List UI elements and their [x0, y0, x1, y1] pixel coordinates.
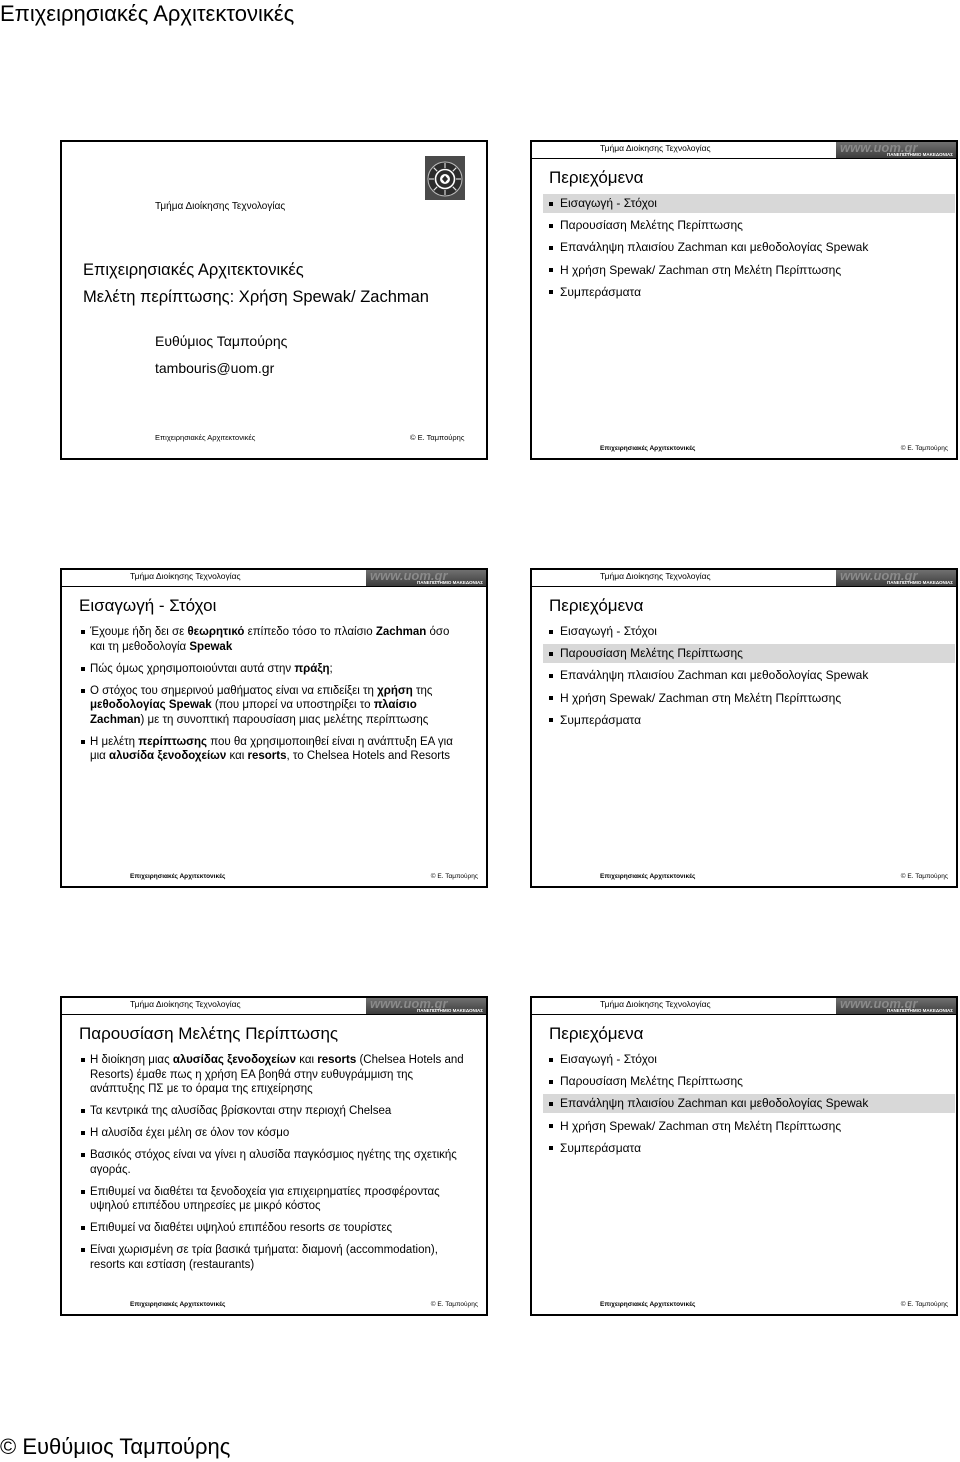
toc-item	[543, 1117, 955, 1136]
toc-item-label: Παρουσίαση Μελέτης Περίπτωσης	[560, 1074, 743, 1089]
toc-item	[543, 238, 955, 257]
toc-item-label: Εισαγωγή - Στόχοι	[560, 624, 657, 638]
slide-contents-2	[530, 568, 958, 888]
bullet-square-icon	[549, 224, 553, 228]
bullet-square-icon	[549, 696, 553, 700]
banner-name-text: ΠΑΝΕΠΙΣΤΗΜΙΟ ΜΑΚΕΔΟΝΙΑΣ	[416, 580, 483, 585]
university-banner-logo	[836, 570, 956, 586]
bullet-square-icon	[549, 674, 553, 678]
banner-name-text: ΠΑΝΕΠΙΣΤΗΜΙΟ ΜΑΚΕΔΟΝΙΑΣ	[886, 1008, 953, 1013]
toc-item-label: Η χρήση Spewak/ Zachman στη Μελέτη Περίπτωσης	[560, 262, 842, 277]
toc-item	[543, 261, 955, 280]
toc-item	[543, 216, 955, 235]
banner-name-text: ΠΑΝΕΠΙΣΤΗΜΙΟ ΜΑΚΕΔΟΝΙΑΣ	[886, 580, 953, 585]
slide-footer-copyright: © Ε. Ταμπούρης	[900, 1301, 948, 1308]
bullet-square-icon	[81, 1153, 85, 1157]
toc-item-label: Η χρήση Spewak/ Zachman στη Μελέτη Περίπτωσης	[560, 1118, 842, 1133]
banner-url-text: www.uom.gr	[370, 570, 448, 583]
slide-heading: Περιεχόμενα	[549, 596, 644, 615]
slide-introduction	[60, 568, 488, 888]
toc-item-label: Εισαγωγή - Στόχοι	[560, 196, 657, 210]
bullet-text: Η αλυσίδα έχει μέλη σε όλον τον κόσμο	[90, 1127, 290, 1139]
slide-header-department: Τμήμα Διοίκησης Τεχνολογίας	[130, 999, 241, 1009]
university-emblem-logo	[424, 155, 466, 201]
toc-item-label: Παρουσίαση Μελέτης Περίπτωσης	[560, 646, 743, 661]
toc-item-label: Επανάληψη πλαισίου Zachman και μεθοδολογίας Spewak	[560, 1096, 869, 1111]
bullet-square-icon	[81, 740, 85, 744]
toc-item-label: Η χρήση Spewak/ Zachman στη Μελέτη Περίπτωσης	[560, 690, 842, 705]
bullet-square-icon	[549, 630, 553, 634]
author-name: Ευθύμιος Ταμπούρης	[155, 333, 288, 349]
bullet-square-icon	[549, 1102, 553, 1106]
bullet-text: που θα χρησιμοποιηθεί είναι η ανάπτυξη ΕΑ για μια	[90, 735, 453, 762]
slide-footer-copyright: © Ε. Ταμπούρης	[900, 873, 948, 880]
banner-name-text: ΠΑΝΕΠΙΣΤΗΜΙΟ ΜΑΚΕΔΟΝΙΑΣ	[886, 152, 953, 157]
bullet-square-icon	[549, 246, 553, 250]
header-divider	[62, 586, 486, 587]
contents-list	[543, 622, 955, 733]
toc-item	[543, 622, 955, 641]
bullet-text-bold: resorts	[247, 750, 287, 762]
header-divider	[532, 1014, 956, 1015]
university-banner-logo	[836, 142, 956, 158]
slide-footer-course: Επιχειρησιακές Αρχιτεκτονικές	[600, 873, 696, 880]
toc-item-label: Επανάληψη πλαισίου Zachman και μεθοδολογίας Spewak	[560, 668, 869, 683]
slide-footer-copyright: © Ε. Ταμπούρης	[430, 873, 478, 880]
slide-header-department: Τμήμα Διοίκησης Τεχνολογίας	[600, 999, 711, 1009]
bullet-point	[81, 1243, 465, 1272]
bullet-square-icon	[81, 630, 85, 634]
header-divider	[532, 158, 956, 159]
bullet-point	[81, 662, 465, 677]
slide-footer-course: Επιχειρησιακές Αρχιτεκτονικές	[600, 445, 696, 452]
slide-footer-copyright: © Ε. Ταμπούρης	[430, 1301, 478, 1308]
bullet-text: της	[412, 684, 433, 697]
bullet-point	[81, 1148, 465, 1177]
toc-item	[543, 711, 955, 730]
bullet-point	[81, 1185, 465, 1214]
bullet-text: Βασικός στόχος είναι να γίνει η αλυσίδα παγκόσμιος ηγέτης της σχετικής αγοράς.	[90, 1149, 457, 1176]
bullet-square-icon	[549, 290, 553, 294]
bullet-square-icon	[81, 1190, 85, 1194]
bullet-text: ) με τη συνοπτική παρουσίαση μιας μελέτης περίπτωσης	[140, 713, 429, 726]
header-divider	[62, 1014, 486, 1015]
bullet-text-bold: resorts	[317, 1054, 357, 1066]
bullet-square-icon	[549, 202, 553, 206]
bullet-text: Ο στόχος του σημερινού μαθήματος είναι να επιδείξει τη	[90, 684, 378, 697]
bullet-text: , το Chelsea Hotels and Resorts	[286, 750, 451, 762]
bullet-square-icon	[81, 1248, 85, 1252]
bullet-text-bold: χρήση	[377, 684, 413, 697]
bullet-square-icon	[549, 1058, 553, 1062]
bullet-point	[81, 1221, 465, 1236]
slide-heading: Περιεχόμενα	[549, 1024, 644, 1043]
bullet-text: και	[226, 750, 248, 762]
bullet-text: Επιθυμεί να διαθέτει υψηλού επιπέδου resorts σε τουρίστες	[90, 1222, 393, 1234]
bullet-text: ;	[329, 662, 333, 675]
slide-heading: Εισαγωγή - Στόχοι	[79, 596, 217, 615]
bullet-text: (Chelsea Hotels and Resorts) έμαθε πως η χρήση ΕΑ βοηθά στην ευθυγράμμιση της ανάπτυξης ΠΣ με το όραμα της επιχείρησης	[90, 1054, 464, 1095]
presentation-title: Επιχειρησιακές Αρχιτεκτονικές	[83, 261, 304, 279]
bullet-text-bold: μεθοδολογίας Spewak	[90, 699, 212, 711]
slide-header-department: Τμήμα Διοίκησης Τεχνολογίας	[130, 571, 241, 581]
bullet-square-icon	[81, 667, 85, 671]
bullet-square-icon	[549, 718, 553, 722]
toc-item	[543, 666, 955, 685]
bullet-text: Έχουμε ήδη δει σε	[90, 626, 188, 638]
bullet-list	[81, 1053, 465, 1280]
bullet-text: Είναι χωρισμένη σε τρία βασικά τμήματα: διαμονή (accommodation), resorts και εστίαση (restaurants)	[90, 1244, 438, 1271]
slide-footer-copyright: © Ε. Ταμπούρης	[900, 445, 948, 452]
slide-footer-course: Επιχειρησιακές Αρχιτεκτονικές	[130, 873, 226, 880]
document-title: Επιχειρησιακές Αρχιτεκτονικές	[0, 1, 295, 26]
toc-item-label: Επανάληψη πλαισίου Zachman και μεθοδολογίας Spewak	[560, 240, 869, 255]
bullet-point	[81, 1126, 465, 1141]
toc-item	[543, 689, 955, 708]
banner-name-text: ΠΑΝΕΠΙΣΤΗΜΙΟ ΜΑΚΕΔΟΝΙΑΣ	[416, 1008, 483, 1013]
department-label: Τμήμα Διοίκησης Τεχνολογίας	[155, 201, 286, 212]
bullet-point	[81, 1053, 465, 1097]
bullet-square-icon	[81, 1058, 85, 1062]
bullet-text-bold: περίπτωσης	[138, 735, 208, 748]
bullet-square-icon	[81, 1109, 85, 1113]
toc-item-label: Εισαγωγή - Στόχοι	[560, 1052, 657, 1066]
document-copyright: © Ευθύμιος Ταμπούρης	[0, 1434, 231, 1459]
slide-header-department: Τμήμα Διοίκησης Τεχνολογίας	[600, 571, 711, 581]
bullet-square-icon	[81, 689, 85, 693]
bullet-text-bold: πράξη	[294, 662, 330, 675]
slide-heading: Παρουσίαση Μελέτης Περίπτωσης	[79, 1024, 339, 1043]
bullet-text: Πώς όμως χρησιμοποιούνται αυτά στην	[90, 662, 295, 675]
bullet-point	[81, 735, 465, 764]
bullet-point	[81, 1104, 465, 1119]
bullet-square-icon	[549, 652, 553, 656]
bullet-text: όσο και τη μεθοδολογία	[90, 626, 450, 653]
contents-list	[543, 194, 955, 305]
bullet-text: Τα κεντρικά της αλυσίδας βρίσκονται στην περιοχή Chelsea	[90, 1105, 392, 1117]
banner-url-text: www.uom.gr	[840, 570, 918, 583]
bullet-text: επίπεδο τόσο το πλαίσιο	[244, 626, 376, 638]
bullet-text: Η διοίκηση μιας	[90, 1054, 173, 1066]
bullet-list	[81, 625, 465, 771]
toc-item-current	[543, 194, 955, 213]
bullet-square-icon	[549, 1124, 553, 1128]
university-banner-logo	[366, 998, 486, 1014]
toc-item-label: Συμπεράσματα	[560, 712, 642, 727]
toc-item-current	[543, 1094, 955, 1113]
banner-url-text: www.uom.gr	[840, 998, 918, 1011]
bullet-square-icon	[549, 1080, 553, 1084]
toc-item-label: Συμπεράσματα	[560, 284, 642, 299]
presentation-subtitle: Μελέτη περίπτωσης: Χρήση Spewak/ Zachman	[83, 288, 429, 306]
toc-item-label: Παρουσίαση Μελέτης Περίπτωσης	[560, 218, 743, 233]
bullet-text: Η μελέτη	[90, 735, 139, 748]
bullet-point	[81, 625, 465, 654]
author-email: tambouris@uom.gr	[155, 360, 275, 376]
banner-url-text: www.uom.gr	[370, 998, 448, 1011]
toc-item	[543, 283, 955, 302]
slide-footer-copyright: © Ε. Ταμπούρης	[410, 433, 465, 442]
bullet-point	[81, 684, 465, 728]
toc-item	[543, 1072, 955, 1091]
bullet-square-icon	[549, 1146, 553, 1150]
slide-footer-course: Επιχειρησιακές Αρχιτεκτονικές	[155, 433, 256, 442]
slide-header-department: Τμήμα Διοίκησης Τεχνολογίας	[600, 143, 711, 153]
bullet-text-bold: πλαίσιο Zachman	[90, 699, 417, 726]
bullet-text-bold: αλυσίδα ξενοδοχείων	[109, 750, 227, 762]
bullet-square-icon	[81, 1226, 85, 1230]
slide-footer-course: Επιχειρησιακές Αρχιτεκτονικές	[600, 1301, 696, 1308]
bullet-text: (που μπορεί να υποστηρίξει το	[211, 699, 374, 711]
bullet-text-bold: Zachman	[375, 626, 427, 638]
slide-title	[60, 140, 488, 460]
bullet-square-icon	[81, 1131, 85, 1135]
slide-footer-course: Επιχειρησιακές Αρχιτεκτονικές	[130, 1301, 226, 1308]
bullet-text: Επιθυμεί να διαθέτει τα ξενοδοχεία για επιχειρηματίες προσφέροντας υψηλού επιπέδου υπηρεσίες με μικρό κόστος	[90, 1185, 440, 1212]
bullet-text-bold: αλυσίδας ξενοδοχείων	[172, 1054, 297, 1066]
toc-item-label: Συμπεράσματα	[560, 1140, 642, 1155]
banner-url-text: www.uom.gr	[840, 142, 918, 155]
slide-contents-3	[530, 996, 958, 1316]
toc-item	[543, 1050, 955, 1069]
bullet-text-bold: Spewak	[189, 640, 233, 653]
bullet-square-icon	[549, 268, 553, 272]
slide-heading: Περιεχόμενα	[549, 168, 644, 187]
university-banner-logo	[836, 998, 956, 1014]
slide-contents-1	[530, 140, 958, 460]
slide-case-study	[60, 996, 488, 1316]
contents-list	[543, 1050, 955, 1161]
bullet-text-bold: θεωρητικό	[187, 626, 245, 638]
bullet-text: και	[296, 1054, 318, 1066]
university-banner-logo	[366, 570, 486, 586]
header-divider	[532, 586, 956, 587]
toc-item	[543, 1139, 955, 1158]
toc-item-current	[543, 644, 955, 663]
